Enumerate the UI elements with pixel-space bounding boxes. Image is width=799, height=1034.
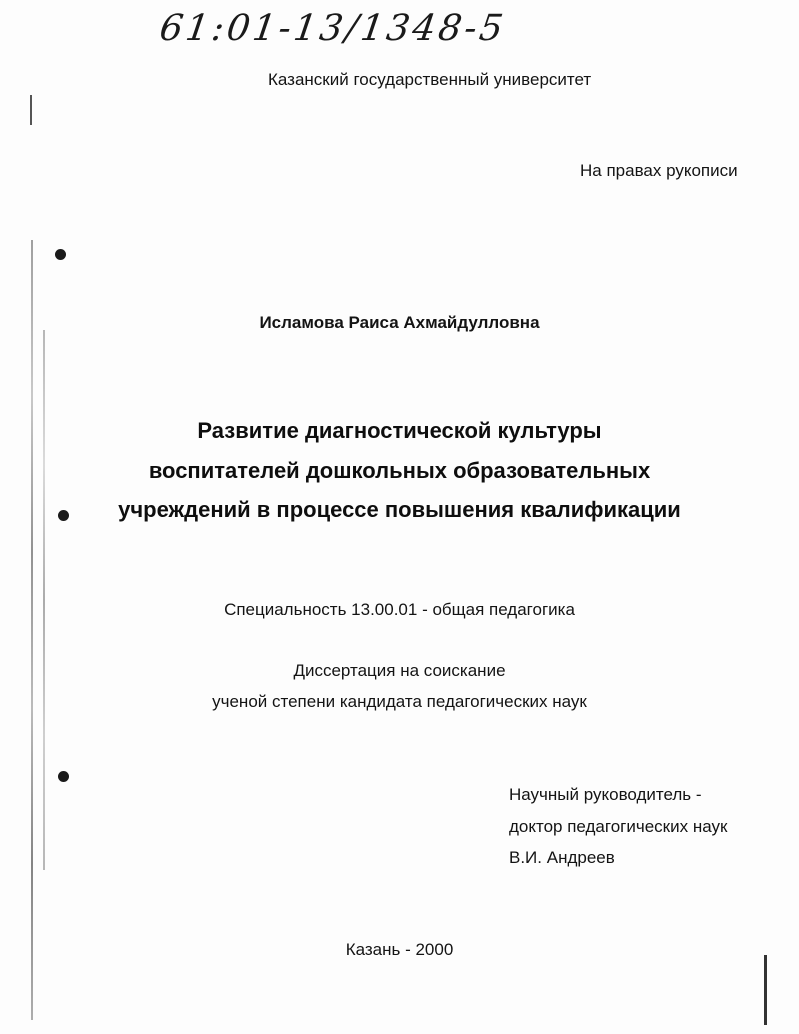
supervisor-line-2: доктор педагогических наук [509,817,728,836]
scan-edge-mark [30,95,32,125]
city-year: Казань - 2000 [345,940,454,959]
author-name: Исламова Раиса Ахмайдулловна [259,313,540,332]
supervisor-name: В.И. Андреев [509,848,615,867]
specialty: Специальность 13.00.01 - общая педагогика [224,600,575,619]
punch-hole-icon [55,249,66,260]
rights-notice: На правах рукописи [580,161,738,180]
scan-edge-right [764,955,767,1025]
supervisor-line-1: Научный руководитель - [509,785,702,804]
thesis-title-line-2: воспитателей дошкольных образовательных [148,458,651,483]
punch-hole-icon [58,771,69,782]
thesis-title-line-1: Развитие диагностической культуры [197,418,602,443]
dissertation-line-2: ученой степени кандидата педагогических наук [212,692,587,711]
dissertation-line-1: Диссертация на соискание [293,661,506,680]
thesis-title-line-3: учреждений в процессе повышения квалификации [118,497,681,522]
archive-code: 61:01-13/1348-5 [157,8,509,49]
scan-edge-line [31,240,33,1020]
university-name: Казанский государственный университет [268,70,592,89]
